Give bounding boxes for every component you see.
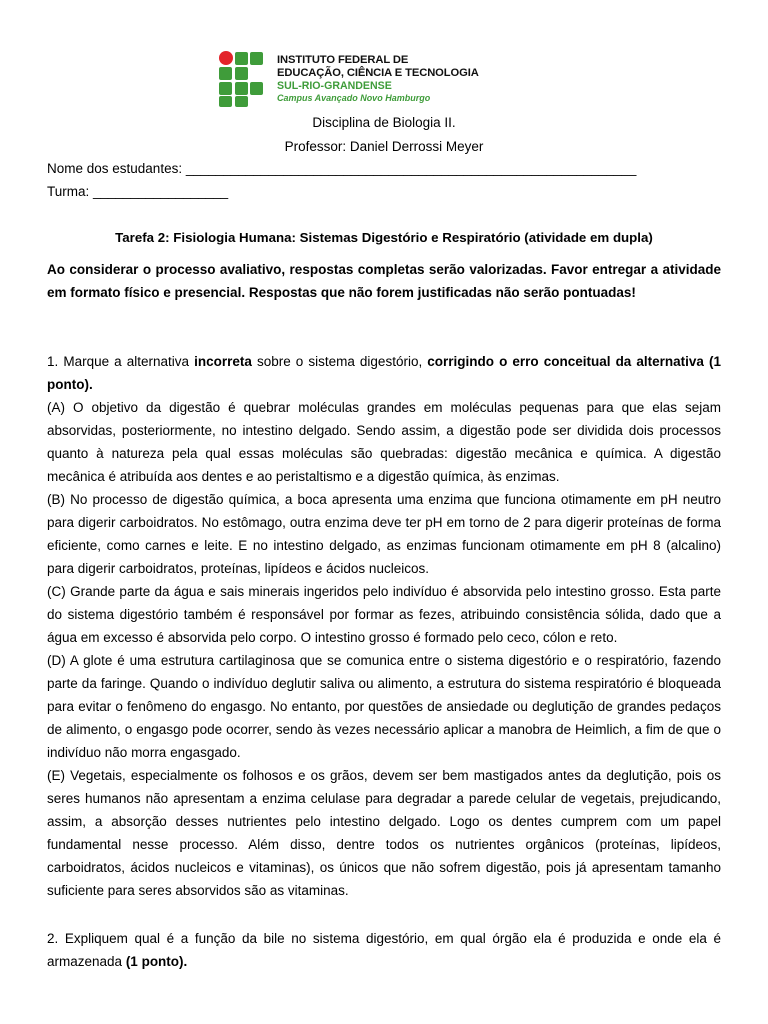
q1-prefix: 1. Marque a alternativa <box>47 354 195 369</box>
instructions-paragraph: Ao considerar o processo avaliativo, respostas completas serão valorizadas. Favor entregar a atividade em formato físico e presencial. Respostas que não forem justificadas não serão pontuadas! <box>47 262 721 300</box>
option-e: (E) Vegetais, especialmente os folhosos e os grãos, devem ser bem mastigados antes da deglutição, pois os seres humanos não apresentam a enzima celulase para degradar a parede celular de vegetais, prejudicando, assim, a absorção desses nutrientes pelo intestino delgado. Logo os dentes cumprem com um papel fundamental nesse processo. Além disso, dentre todos os nutrientes orgânicos (proteínas, lipídeos, carboidratos, ácidos nucleicos e vitaminas), os únicos que não sofrem digestão, pois já apresentam tamanho suficiente para seres absorvidos são as vitaminas. <box>47 768 721 898</box>
logo-line-2: EDUCAÇÃO, CIÊNCIA E TECNOLOGIA <box>277 67 479 79</box>
institution-logo <box>219 51 479 109</box>
option-b: (B) No processo de digestão química, a boca apresenta uma enzima que funciona otimamente em pH neutro para digerir carboidratos. No estômago, outra enzima deve ter pH em torno de 2 para digerir proteínas de forma eficiente, como carnes e leite. E no intestino delgado, as enzimas funcionam otimamente em pH 8 (alcalino) para digerir carboidratos, proteínas, lipídeos e ácidos nucleicos. <box>47 492 721 576</box>
q2-points: (1 ponto). <box>125 954 188 969</box>
task-title: Tarefa 2: Fisiologia Humana: Sistemas Digestório e Respiratório (atividade em dupla) <box>115 230 653 245</box>
professor-line: Professor: Daniel Derrossi Meyer <box>284 139 484 154</box>
question-1-prompt <box>47 350 721 396</box>
class-blank: __________________ <box>93 184 229 199</box>
students-field <box>47 161 636 176</box>
discipline-line: Disciplina de Biologia II. <box>312 115 456 130</box>
q1-bold-incorreta: incorreta <box>194 354 252 369</box>
logo-line-1: INSTITUTO FEDERAL DE <box>277 54 409 66</box>
q1-mid: sobre o sistema digestório, <box>251 354 428 369</box>
option-d: (D) A glote é uma estrutura cartilaginosa que se comunica entre o sistema digestório e o respiratório, fazendo parte da faringe. Quando o indivíduo deglutir saliva ou alimento, a estrutura do sistema respiratório é bloqueada para evitar o fenômeno do engasgo. No entanto, por questões de ansiedade ou deglutição de grandes pedaços de alimento, o engasgo pode ocorrer, sendo às vezes necessário aplicar a manobra de Heimlich, a fim de que o indivíduo não morra engasgado. <box>47 653 721 760</box>
option-a: (A) O objetivo da digestão é quebrar moléculas grandes em moléculas pequenas para que elas sejam absorvidas, posteriormente, no intestino delgado. Sendo assim, a digestão pode ser dividida dois processos quanto à natureza pela qual essas moléculas são quebradas: digestão mecânica e química. A digestão mecânica é atribuída aos dentes e ao peristaltismo e a digestão química, às enzimas. <box>47 400 721 484</box>
logo-line-3: SUL-RIO-GRANDENSE <box>277 80 392 92</box>
logo-text <box>277 54 479 104</box>
q1-bold-instruction: corrigindo o erro conceitual da alternativa (1 ponto). <box>47 354 721 392</box>
q2-text: 2. Expliquem qual é a função da bile no sistema digestório, em qual órgão ela é produzida e onde ela é armazenada <box>47 931 721 969</box>
students-blank: ____________________________________________________________ <box>185 161 637 176</box>
students-label: Nome dos estudantes: <box>47 161 186 176</box>
if-logo-icon <box>219 51 265 107</box>
class-field <box>47 184 228 199</box>
class-label: Turma: <box>47 184 94 199</box>
logo-line-4: Campus Avançado Novo Hamburgo <box>277 93 431 103</box>
question-2-prompt <box>47 927 721 973</box>
option-c: (C) Grande parte da água e sais minerais ingeridos pelo indivíduo é absorvida pelo intestino grosso. Esta parte do sistema digestório também é responsável por formar as fezes, atribuindo consistência sólida, dado que a água em excesso é absorvida pelo corpo. O intestino grosso é formado pelo ceco, cólon e reto. <box>47 584 721 645</box>
